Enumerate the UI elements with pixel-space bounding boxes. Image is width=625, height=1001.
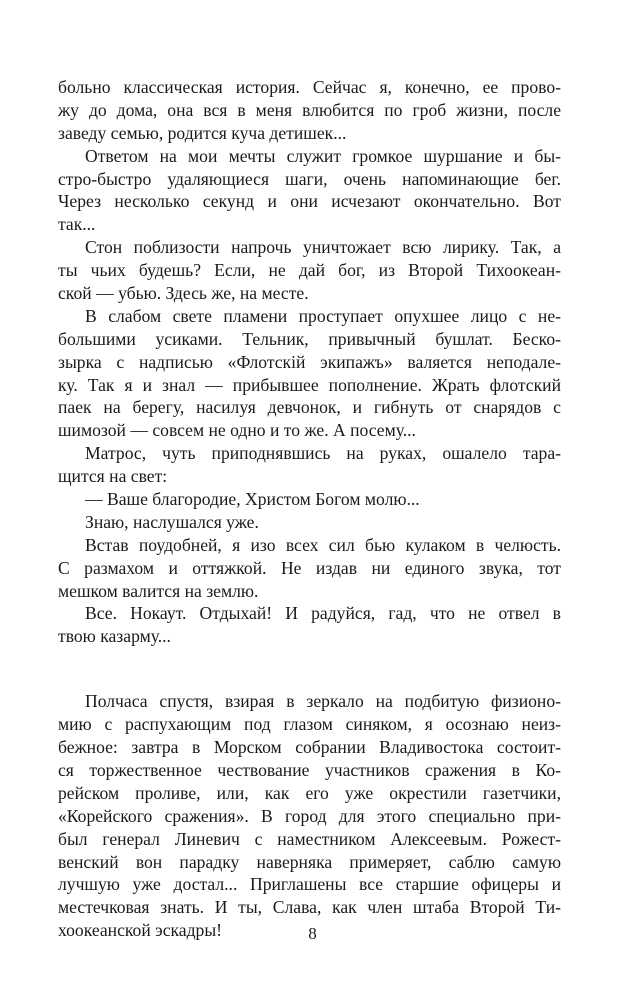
- text-line: был генерал Линевич с наместником Алексеевым. Рожест-: [58, 828, 561, 849]
- section-break: [58, 648, 561, 690]
- text-line: Через несколько секунд и они исчезают окончательно. Вот: [58, 191, 561, 212]
- text-line: рейском проливе, или, как его уже окрестили газетчики,: [58, 782, 561, 803]
- text-line: ку. Так я и знал — прибывшее пополнение. Жрать флотский: [58, 374, 561, 395]
- text-line: твою казарму...: [58, 626, 171, 647]
- text-line: С размахом и оттяжкой. Не издав ни единого звука, тот: [58, 557, 561, 578]
- text-line: мешком валится на землю.: [58, 580, 259, 601]
- text-line: Ответом на мои мечты служит громкое шуршание и бы-: [85, 145, 561, 166]
- text-line: Матрос, чуть приподнявшись на руках, ошалело тара-: [85, 443, 561, 464]
- text-line: венский вон парадку наверняка примеряет, саблю самую: [58, 851, 561, 872]
- text-line: хоокеанской эскадры!: [58, 920, 223, 941]
- body-text: [58, 76, 561, 942]
- text-line: так...: [58, 214, 96, 235]
- text-line: паек на берегу, насилуя девчонок, и гибнуть от снарядов с: [58, 397, 561, 418]
- text-line: стро-быстро удаляющиеся шаги, очень напоминающие бег.: [58, 168, 561, 189]
- page-number: 8: [308, 924, 317, 943]
- text-line: Стон поблизости напрочь уничтожает всю лирику. Так, а: [85, 237, 561, 258]
- text-line: ской — убью. Здесь же, на месте.: [58, 283, 309, 304]
- text-line: — Ваше благородие, Христом Богом молю...: [85, 489, 420, 510]
- text-line: зырка с надписью «Флотскiй экипажъ» валяется неподале-: [58, 351, 561, 372]
- text-section-1: [58, 76, 561, 648]
- text-line: жу до дома, она вся в меня влюбится по гроб жизни, после: [58, 99, 561, 120]
- text-line: ты чьих будешь? Если, не дай бог, из Второй Тихоокеан-: [58, 260, 561, 281]
- text-line: бежное: завтра в Морском собрании Владивостока состоит-: [58, 737, 561, 758]
- text-line: «Корейского сражения». В город для этого специально при-: [58, 805, 561, 826]
- text-line: местечковая знать. И ты, Слава, как член штаба Второй Ти-: [58, 897, 561, 918]
- text-line: ся торжественное чествование участников сражения в Ко-: [58, 759, 561, 780]
- text-line: большими усиками. Тельник, привычный бушлат. Беско-: [58, 328, 561, 349]
- text-line: больно классическая история. Сейчас я, конечно, ее прово-: [58, 77, 561, 97]
- text-line: В слабом свете пламени проступает опухшее лицо с не-: [85, 305, 561, 326]
- text-section-2: [58, 690, 561, 942]
- text-line: мию с распухающим под глазом синяком, я осознаю неиз-: [58, 714, 561, 735]
- text-line: Знаю, наслушался уже.: [85, 511, 259, 532]
- text-line: шимозой — совсем не одно и то же. А посему...: [58, 420, 416, 441]
- text-line: заведу семью, родится куча детишек...: [58, 122, 347, 143]
- text-line: Полчаса спустя, взирая в зеркало на подбитую физионо-: [85, 691, 561, 712]
- text-line: Все. Нокаут. Отдыхай! И радуйся, гад, что не отвел в: [85, 603, 561, 624]
- text-line: Встав поудобней, я изо всех сил бью кулаком в челюсть.: [85, 534, 561, 555]
- text-line: лучшую уже достал... Приглашены все старшие офицеры и: [58, 874, 561, 895]
- text-line: щится на свет:: [58, 466, 168, 487]
